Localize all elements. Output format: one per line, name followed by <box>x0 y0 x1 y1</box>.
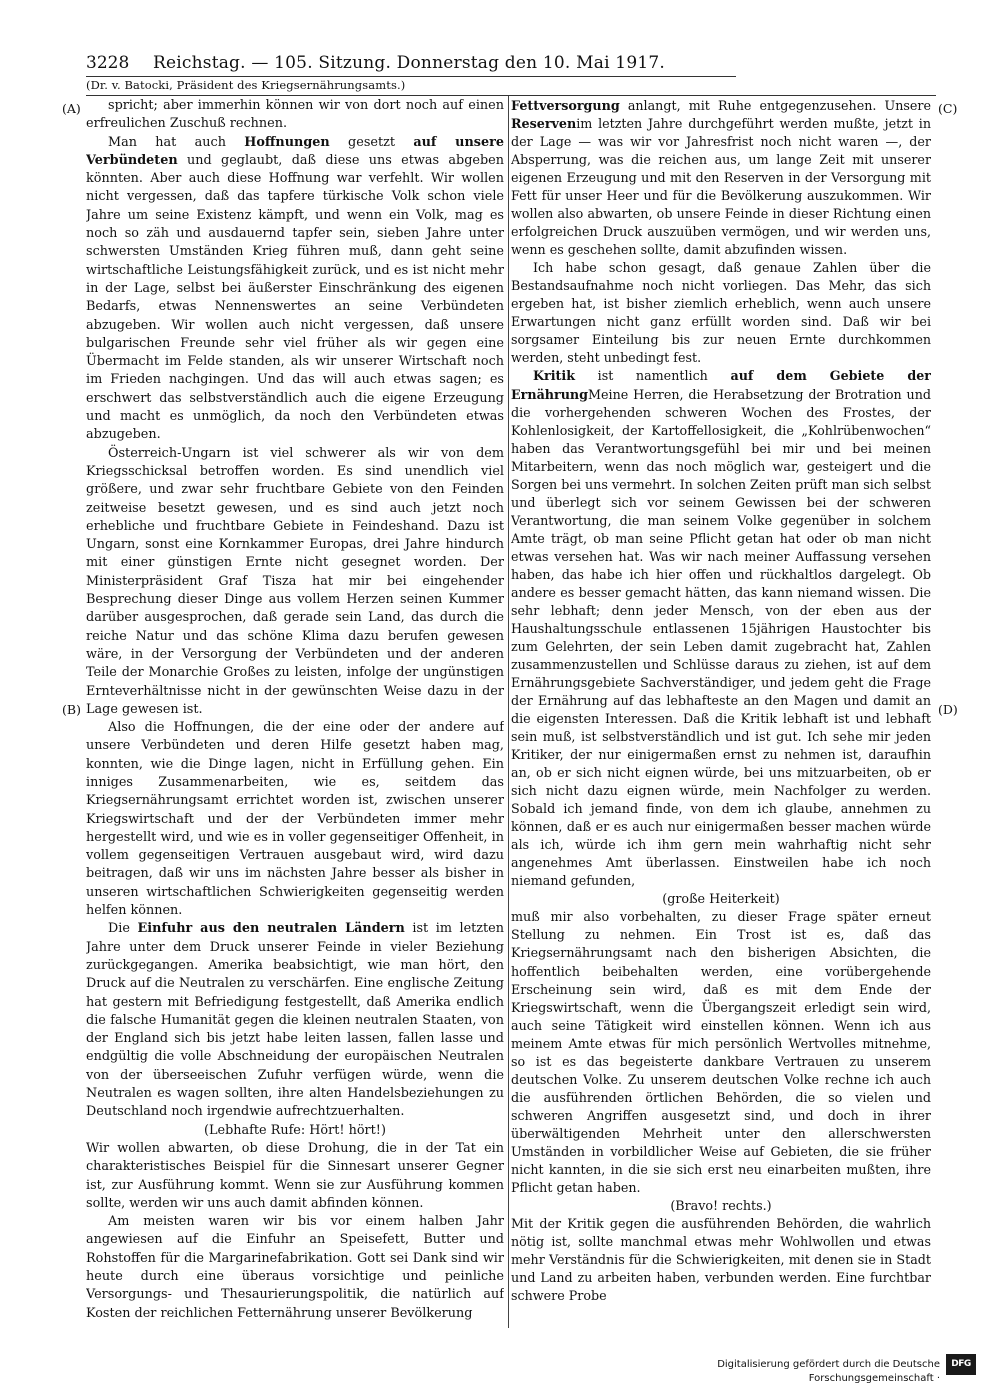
paragraph-text: reichen aus, um lange Zeit mit unserer eigenen Erzeugung und mit den Reserven in der Versorgung mit Fett für unser Heer und für die Bevölkerung auszukommen. Wir wollen also abwarten, ob unsere Feinde in dieser Richtung einen erfolgreichen Druck auszuüben vermögen, und wir werden uns, wenn es geschehen sollte, damit abzufinden wissen. <box>511 152 931 258</box>
paragraph-text: gesetzt <box>329 134 414 150</box>
emphasis-text: Fettversorgung <box>511 98 620 113</box>
paragraph <box>86 1140 504 1213</box>
margin-mark-b: (B) <box>62 702 81 717</box>
paragraph <box>511 259 931 367</box>
paragraph-text: im letzten Jahre durchgeführt werden mußte, jetzt in der Lage — was wir vor Jahresfrist noch nicht waren —, der Absperrung, was die <box>511 116 931 168</box>
paragraph-text: muß mir also vorbehalten, zu dieser Frage später erneut Stellung zu nehmen. Ein Trost ist es, daß das Kriegsernährungsamt nach den bisherigen Absichten, die hoffentlich beibehalten werden, eine vorübergehende Erscheinung sein wird, daß es mit dem Ende der Kriegswirtschaft, wenn die Übergangszeit erledigt sein wird, auch seine Tätigkeit wird einstellen können. Wenn ich aus meinem Amte etwas für mich persönlich Wertvolles mitnehme, so ist es das begeisterte dankbare Vertrauen zu unserem deutschen Volke. Zu unserem deutschen Volke rechne ich auch die ausführenden örtlichen Behörden, die so vielen und schweren Angriffen ausgesetzt sind, und doch in ihrer überwältigenden Mehrheit unter den allerschwersten Umständen in vorbildlicher Weise auf Gebieten, die sie früher nicht kannten, in die sie sich erst neu einarbeiten mußten, ihre Pflicht getan haben. <box>511 909 931 1195</box>
paragraph-text: spricht; aber immerhin können wir von dort noch auf einen erfreulichen Zuschuß rechnen. <box>86 98 504 132</box>
paragraph-text: und geglaubt, daß diese uns etwas abgeben könnten. Aber auch diese Hoffnung war verfehlt. Wir wollen nicht vergessen, daß das tapfere türkische Volk schon viele Jahre um seine Existenz kämpft, und wenn ein Volk, mag es noch so zäh und ausdauernd tapfer sein, sieben Jahre unter schwersten Umständen Krieg führen muß, dann geht seine wirtschaftliche Leistungsfähigkeit zurück, und es ist nicht mehr in der Lage, selbst bei äußerster Einschränkung des eigenen Bedarfs, etwas Nennenswertes an seine Verbündeten abzugeben. Wir wollen auch nicht vergessen, daß unsere bulgarischen Freunde sehr viel früher als wir gegen eine Übermacht im Felde standen, als wir unserer Wirtschaft noch im Frieden nachgingen. Und das will auch etwas sagen; es erschwert das selbstverständlich auch die eigene Erzeugung und macht es unmöglich, da noch den Verbündeten etwas abzugeben. <box>86 152 504 443</box>
paragraph-text: Also die Hoffnungen, die der eine oder der andere auf unsere Verbündeten und deren Hilfe gesetzt haben mag, konnten, wie die Dinge lagen, nicht in Erfüllung gehen. Ein inniges Zusammenarbeiten, wie es, seitdem das Kriegsernährungsamt errichtet worden ist, zwischen unserer Kriegswirtschaft und der der Verbündeten immer mehr hergestellt wird, und wie es in voller gegenseitiger Offenheit, in vollem gegenseitigen Vertrauen ausgebaut wird, wird dazu beitragen, daß wir uns im nächsten Jahre besser als bisher in unseren wirtschaftlichen Schwierigkeiten gegenseitig werden helfen können. <box>86 720 504 919</box>
paragraph-text: Die <box>108 921 138 937</box>
emphasis-text: auf unsere Verbündeten <box>86 134 504 168</box>
paragraph <box>86 719 504 920</box>
page-number: 3228 <box>86 53 130 73</box>
paragraph-text: ist namentlich <box>575 368 731 384</box>
page-header <box>86 52 732 76</box>
margin-mark-a: (A) <box>62 101 81 116</box>
paragraph <box>511 97 931 259</box>
footer-credit: Digitalisierung gefördert durch die Deutsche Forschungsgemeinschaft · <box>717 1359 940 1384</box>
paragraph-text: (Bravo! rechts.) <box>670 1197 772 1213</box>
paragraph-text: (Lebhafte Rufe: Hört! hört!) <box>204 1122 386 1138</box>
paragraph <box>86 920 504 1121</box>
paragraph-text: sehr lebhaft; denn jeder Mensch, von der eben aus der Haushaltungsschule entlassenen 15jährigen Haustochter bis zum Gelehrten, der sein Leben damit zugebracht hat, Zahlen zusammenzustellen und Schlüsse daraus zu ziehen, ist auf dem Ernährungsgebiete Sachverständiger, und jedem geht die Frage der Ernährung auf das lebhafteste an den Magen und damit an die eigensten Interessen. Daß die Kritik lebhaft ist und lebhaft sein muß, ist selbstverständlich und ist gut. Ich sehe mir jeden Kritiker, der nur einigermaßen ernst zu nehmen ist, daraufhin an, ob er sich nicht eignen würde, bei uns mitzuarbeiten, ob er sich nicht dazu eignen würde, mein Nachfolger zu werden. Sobald ich jemand finde, von dem ich glaube, annehmen zu können, daß er es auch nur einigermaßen besser machen würde als ich, würde ich ihm gern mein wahrhaftig nicht sehr angenehmes Amt überlassen. Einstweilen habe ich noch niemand gefunden, <box>511 602 931 889</box>
paragraph-text: (große Heiterkeit) <box>662 891 780 907</box>
paragraph <box>86 1213 504 1323</box>
margin-mark-c: (C) <box>938 101 958 116</box>
paragraph-text: Am meisten waren wir bis vor einem halben Jahr angewiesen auf die Einfuhr an Speisefett, Butter und Rohstoffen für die Margarinefabrikation. Gott sei Dank sind wir heute durch eine überaus vorsichtige und peinliche Versorgungs- und Thesaurierungspolitik, die natürlich auf Kosten der reichlichen Fetternährung unserer Bevölkerung <box>86 1214 504 1321</box>
paragraph-text: Ich habe schon gesagt, daß genaue Zahlen über die Bestandsaufnahme noch nicht vorliegen. Das Mehr, das sich ergeben hat, ist bisher ziemlich erheblich, wenn auch unsere Erwartungen nicht ganz erfüllt worden sind. Daß wir bei sorgsamer Einteilung bis zur neuen Ernte durchkommen werden, steht unbedingt fest. <box>511 260 931 366</box>
right-column <box>511 97 931 1327</box>
paragraph-text: Man hat auch <box>108 134 245 150</box>
paragraph <box>86 445 504 719</box>
emphasis-text: Kritik <box>533 368 576 384</box>
margin-mark-d: (D) <box>938 702 958 717</box>
header-rule <box>86 76 736 77</box>
emphasis-text: Einfuhr aus den neutralen Ländern <box>137 921 405 937</box>
paragraph-text: Meine Herren, die Herabsetzung der Brotration und die vorhergehenden schweren Wochen des Frostes, der Kohlenlosigkeit, der Kartoffellosigkeit, die „Kohlrübenwochen“ haben das Verantwortungsgefühl bei mir und bei meinen Mitarbeitern, wenn das noch möglich war, gesteigert und die Sorgen bei uns vermehrt. In solchen Zeiten prüft man sich selbst und überlegt sich vor seinem Gewissen bei der schweren Verantwortung, die man seinem Volke gegenüber in solchem Amte trägt, ob man seine Pflicht getan hat oder ob man nicht etwas versehen hat. Was wir nach meiner Auffassung versehen haben, das habe ich hier offen und rückhaltlos dargelegt. Ob andere es besser gemacht hätten, das kann niemand wissen. Die <box>511 386 931 600</box>
paragraph <box>86 134 504 445</box>
interjection <box>511 1197 931 1215</box>
emphasis-text: Hoffnungen <box>244 134 330 150</box>
paragraph <box>511 908 931 1197</box>
running-title: Reichstag. — 105. Sitzung. Donnerstag den 10. Mai 1917. <box>153 53 665 73</box>
interjection <box>86 1122 504 1140</box>
paragraph <box>86 97 504 134</box>
interjection <box>511 890 931 908</box>
paragraph-text: Mit der Kritik gegen die ausführenden Behörden, die wahrlich nötig ist, sollte manchmal etwas mehr Wohlwollen und etwas mehr Verständnis für die Schwierigkeiten, mit denen sie in Stadt und Land zu arbeiten haben, verbunden werden. Eine furchtbar schwere Probe <box>511 1215 931 1304</box>
dfg-logo: DFG <box>946 1354 976 1375</box>
paragraph-text: anlangt, mit Ruhe entgegenzusehen. Unsere <box>619 98 931 113</box>
column-divider <box>508 96 509 1328</box>
emphasis-text: auf dem Gebiete der Ernährung <box>511 368 931 402</box>
speaker-line: (Dr. v. Batocki, Präsident des Kriegsernährungsamts.) <box>86 78 406 92</box>
paragraph <box>511 367 931 890</box>
paragraph-text: ist im letzten Jahre unter dem Druck unserer Feinde in vieler Beziehung zurückgegangen. Amerika beabsichtigt, wie man hört, den Druck auf die Neutralen zu verschärfen. Eine englische Zeitung hat gestern mit Befriedigung festgestellt, daß Amerika endlich die falsche Humanität gegen die kleinen neutralen Staaten, von der England sich bis jetzt habe leiten lassen, fallen lasse und endgültig die volle Abschneidung der europäischen Neutralen von der überseeischen Zufuhr verfügen würde, wenn die Neutralen es wagen sollten, ihre alten Handelsbeziehungen zu Deutschland noch irgendwie aufrechtzuerhalten. <box>86 921 504 1120</box>
paragraph-text: Österreich-Ungarn ist viel schwerer als wir von dem Kriegsschicksal betroffen worden. Es sind unendlich viel größere, und zwar sehr fruchtbare Gebiete von den Feinden zeitweise besetzt gewesen, und es sind auch jetzt noch erhebliche und fruchtbare Gebiete in Feindeshand. Dazu ist Ungarn, sonst eine Kornkammer Europas, drei Jahre hindurch mit einer günstigen Ernte nicht gesegnet worden. Der Ministerpräsident Graf Tisza hat mir bei eingehender Besprechung dieser Dinge aus vollem Herzen seinen Kummer darüber ausgesprochen, daß gerade sein Land, das durch die reiche Natur und das schöne Klima dazu berufen gewesen wäre, in der Versorgung der Verbündeten und der anderen Teile der Monarchie Großes zu leisten, infolge der ungünstigen Ernteverhältnisse nicht in der gewünschten Weise dazu in der Lage gewesen ist. <box>86 445 504 717</box>
left-column <box>86 97 504 1327</box>
paragraph <box>511 1215 931 1305</box>
paragraph-text: Wir wollen abwarten, ob diese Drohung, die in der Tat ein charakteristisches Beispiel für die Sinnesart unserer Gegner ist, zur Ausführung kommt. Wenn sie zur Ausführung kommen sollte, werden wir uns auch damit abfinden können. <box>86 1140 504 1211</box>
speaker-rule <box>86 95 936 96</box>
emphasis-text: Reserven <box>511 116 577 132</box>
